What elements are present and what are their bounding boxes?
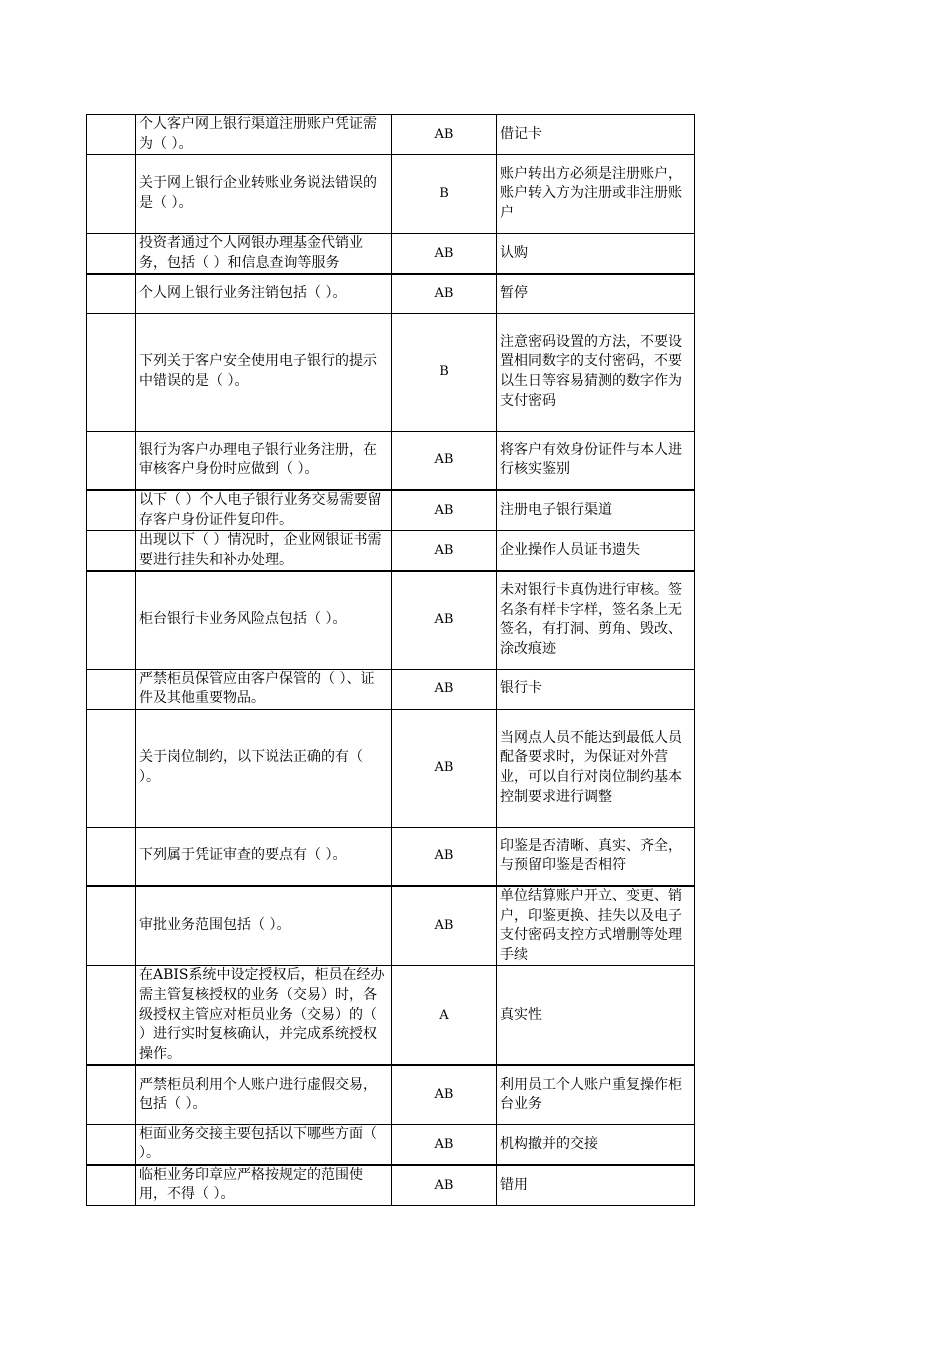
option-text: 未对银行卡真伪进行审核。签名条有样卡字样，签名条上无签名，有打洞、剪角、毁改、涂改痕迹 — [500, 582, 682, 657]
answer-cell — [392, 571, 497, 669]
option-text: 认购 — [500, 244, 528, 261]
answer-text: AB — [434, 1177, 454, 1193]
option-text: 银行卡 — [500, 680, 542, 697]
answer-cell — [392, 274, 497, 313]
option-cell — [497, 234, 695, 275]
option-text: 印鉴是否清晰、真实、齐全，与预留印鉴是否相符 — [500, 837, 682, 874]
question-text: 个人客户网上银行渠道注册账户凭证需为（ ）。 — [139, 116, 377, 152]
row-index-cell — [87, 274, 136, 313]
option-text: 当网点人员不能达到最低人员配备要求时，为保证对外营业，可以自行对岗位制约基本控制要求进行调整 — [500, 729, 682, 805]
option-cell — [497, 490, 695, 531]
answer-cell — [392, 827, 497, 886]
option-text: 注册电子银行渠道 — [500, 501, 612, 518]
answer-text: AB — [434, 502, 454, 518]
answer-text: AB — [434, 848, 454, 864]
question-cell — [136, 669, 392, 709]
question-cell — [136, 431, 392, 490]
option-text: 单位结算账户开立、变更、销户，印鉴更换、挂失以及电子支付密码支控方式增删等处理手续 — [500, 888, 682, 963]
table-row — [87, 709, 695, 827]
answer-cell — [392, 431, 497, 490]
answer-cell — [392, 1065, 497, 1124]
question-text: 临柜业务印章应严格按规定的范围使用，不得（ ）。 — [139, 1166, 363, 1203]
option-cell — [497, 1065, 695, 1124]
question-text: 严禁柜员保管应由客户保管的（ ）、证件及其他重要物品。 — [139, 670, 375, 707]
option-cell — [497, 313, 695, 431]
answer-cell — [392, 313, 497, 431]
option-cell — [497, 431, 695, 490]
question-text: 银行为客户办理电子银行业务注册，在审核客户身份时应做到（ ）。 — [139, 441, 377, 478]
answer-text: AB — [434, 542, 454, 558]
question-cell — [136, 490, 392, 531]
row-index-cell — [87, 669, 136, 709]
option-cell — [497, 155, 695, 234]
question-text: 柜面业务交接主要包括以下哪些方面（ ）。 — [139, 1125, 377, 1162]
question-cell — [136, 886, 392, 966]
option-cell — [497, 571, 695, 669]
question-cell — [136, 234, 392, 275]
option-cell — [497, 827, 695, 886]
question-text: 柜台银行卡业务风险点包括（ ）。 — [139, 611, 347, 628]
question-text: 关于岗位制约，以下说法正确的有（ ）。 — [139, 749, 363, 785]
answer-text: B — [439, 186, 449, 202]
answer-text: AB — [434, 126, 454, 142]
answer-text: A — [439, 1007, 449, 1023]
row-index-cell — [87, 155, 136, 234]
question-text: 出现以下（ ）情况时，企业网银证书需要进行挂失和补办处理。 — [139, 532, 382, 568]
question-cell — [136, 709, 392, 827]
question-text: 个人网上银行业务注销包括（ ）。 — [139, 284, 347, 301]
table-row — [87, 490, 695, 531]
row-index-cell — [87, 490, 136, 531]
answer-text: AB — [434, 1136, 454, 1152]
option-cell — [497, 669, 695, 709]
row-index-cell — [87, 966, 136, 1065]
table-row — [87, 966, 695, 1065]
option-cell — [497, 531, 695, 572]
answer-cell — [392, 709, 497, 827]
question-text: 下列关于客户安全使用电子银行的提示中错误的是（ ）。 — [139, 353, 377, 389]
option-text: 账户转出方必须是注册账户，账户转入方为注册或非注册账户 — [500, 165, 682, 221]
option-text: 真实性 — [500, 1006, 542, 1023]
answer-cell — [392, 966, 497, 1065]
answer-cell — [392, 669, 497, 709]
table-row — [87, 155, 695, 234]
option-cell — [497, 1165, 695, 1206]
option-cell — [497, 966, 695, 1065]
option-text: 将客户有效身份证件与本人进行核实鉴别 — [500, 441, 682, 478]
answer-cell — [392, 1124, 497, 1165]
answer-cell — [392, 234, 497, 275]
question-cell — [136, 571, 392, 669]
answer-cell — [392, 1165, 497, 1206]
table-row — [87, 274, 695, 313]
option-cell — [497, 886, 695, 966]
row-index-cell — [87, 571, 136, 669]
answer-text: AB — [434, 1087, 454, 1103]
table-row — [87, 531, 695, 572]
question-cell — [136, 115, 392, 155]
row-index-cell — [87, 431, 136, 490]
row-index-cell — [87, 1124, 136, 1165]
option-text: 暂停 — [500, 284, 528, 301]
option-text: 注意密码设置的方法，不要设置相同数字的支付密码，不要以生日等容易猜测的数字作为支付密码 — [500, 333, 682, 409]
option-text: 错用 — [500, 1176, 528, 1193]
row-index-cell — [87, 115, 136, 155]
table-row — [87, 115, 695, 155]
option-text: 企业操作人员证书遗失 — [500, 541, 640, 558]
question-text: 下列属于凭证审查的要点有（ ）。 — [139, 847, 347, 864]
question-text: 严禁柜员利用个人账户进行虚假交易，包括（ ）。 — [139, 1076, 377, 1113]
question-text: 在ABIS系统中设定授权后，柜员在经办需主管复核授权的业务（交易）时，各级授权主管应对柜员业务（交易）的（ ）进行实时复核确认，并完成系统授权操作。 — [139, 967, 385, 1062]
table-row — [87, 1124, 695, 1165]
question-text: 审批业务范围包括（ ）。 — [139, 917, 291, 934]
row-index-cell — [87, 313, 136, 431]
question-cell — [136, 313, 392, 431]
answer-text: AB — [434, 452, 454, 468]
row-index-cell — [87, 886, 136, 966]
answer-text: AB — [434, 760, 454, 776]
question-cell — [136, 155, 392, 234]
row-index-cell — [87, 1065, 136, 1124]
answer-text: B — [439, 364, 449, 380]
question-cell — [136, 1065, 392, 1124]
option-text: 利用员工个人账户重复操作柜台业务 — [500, 1076, 682, 1113]
question-text: 以下（ ）个人电子银行业务交易需要留存客户身份证件复印件。 — [139, 492, 382, 528]
table-row — [87, 1065, 695, 1124]
answer-cell — [392, 490, 497, 531]
table-row — [87, 827, 695, 886]
answer-cell — [392, 531, 497, 572]
row-index-cell — [87, 531, 136, 572]
table-row — [87, 886, 695, 966]
table-row — [87, 313, 695, 431]
row-index-cell — [87, 827, 136, 886]
answer-text: AB — [434, 245, 454, 261]
table-row — [87, 669, 695, 709]
question-cell — [136, 1124, 392, 1165]
table-row — [87, 571, 695, 669]
answer-cell — [392, 115, 497, 155]
question-table — [86, 114, 695, 1206]
option-text: 机构撤并的交接 — [500, 1135, 598, 1152]
table-row — [87, 431, 695, 490]
row-index-cell — [87, 234, 136, 275]
option-cell — [497, 115, 695, 155]
option-cell — [497, 709, 695, 827]
question-cell — [136, 1165, 392, 1206]
question-cell — [136, 531, 392, 572]
row-index-cell — [87, 1165, 136, 1206]
table-row — [87, 1165, 695, 1206]
option-cell — [497, 274, 695, 313]
answer-text: AB — [434, 285, 454, 301]
question-cell — [136, 827, 392, 886]
answer-text: AB — [434, 681, 454, 697]
question-text: 关于网上银行企业转账业务说法错误的是（ ）。 — [139, 175, 377, 211]
question-cell — [136, 966, 392, 1065]
answer-cell — [392, 886, 497, 966]
answer-cell — [392, 155, 497, 234]
answer-text: AB — [434, 612, 454, 628]
row-index-cell — [87, 709, 136, 827]
question-text: 投资者通过个人网银办理基金代销业务，包括（ ）和信息查询等服务 — [139, 235, 363, 271]
table-row — [87, 234, 695, 275]
option-cell — [497, 1124, 695, 1165]
question-cell — [136, 274, 392, 313]
option-text: 借记卡 — [500, 125, 542, 142]
answer-text: AB — [434, 918, 454, 934]
